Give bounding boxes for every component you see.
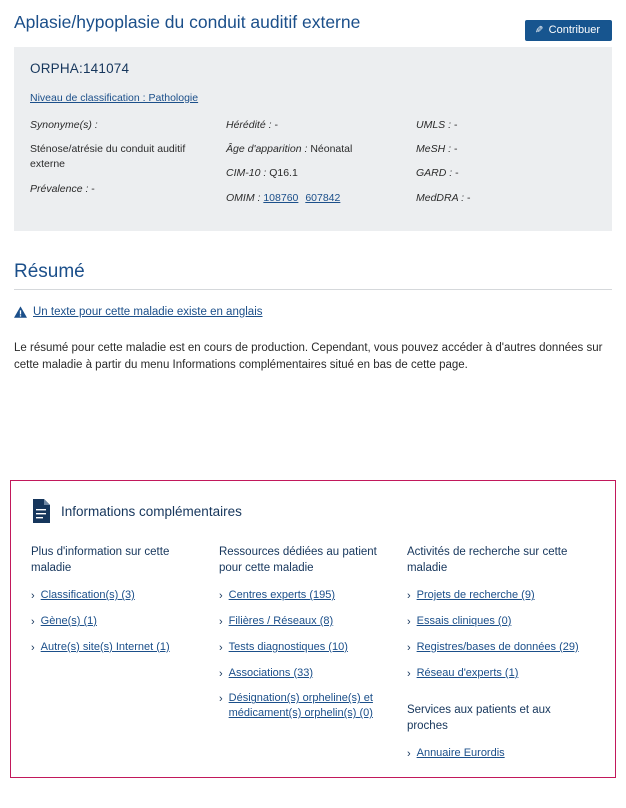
chevron-right-icon: › bbox=[31, 590, 35, 603]
additional-information-header bbox=[31, 499, 595, 523]
omim-link-2[interactable]: 607842 bbox=[305, 191, 341, 204]
additional-information-columns bbox=[31, 545, 595, 772]
meta-value: Néonatal bbox=[310, 143, 353, 156]
metadata-column-3 bbox=[416, 118, 596, 215]
link-label[interactable]: Registres/bases de données (29) bbox=[416, 640, 579, 653]
chevron-right-icon: › bbox=[406, 667, 411, 680]
link-label[interactable]: Désignation(s) orpheline(s) et médicament(s) orphelin(s) (0) bbox=[228, 692, 373, 720]
meta-value: - bbox=[455, 167, 459, 180]
meta-value: Sténose/atrésie du conduit auditif externe bbox=[30, 143, 186, 171]
link-label[interactable]: Réseau d'experts (1) bbox=[416, 666, 519, 679]
link-label[interactable]: Annuaire Eurordis bbox=[416, 747, 505, 760]
link-networks[interactable] bbox=[219, 614, 391, 630]
summary-body: Le résumé pour cette maladie est en cours de production. Cependant, vous pouvez accéder à d'autres données sur cette maladie à partir du menu Informations complémentaires situé en bas de cette page. bbox=[14, 341, 603, 372]
additional-information-title: Informations complémentaires bbox=[61, 503, 242, 519]
chevron-right-icon: › bbox=[406, 748, 411, 761]
meta-value: - bbox=[453, 143, 458, 156]
link-associations[interactable] bbox=[219, 666, 391, 682]
meta-label: MedDRA : bbox=[416, 191, 465, 204]
additional-column-more-info bbox=[31, 545, 219, 772]
meta-row-meddra bbox=[416, 191, 588, 206]
meta-row-gard bbox=[416, 166, 588, 181]
meta-label: OMIM : bbox=[226, 191, 261, 204]
meta-value: - bbox=[453, 119, 458, 131]
meta-label: GARD : bbox=[416, 167, 453, 180]
summary-divider bbox=[14, 289, 612, 290]
column-heading: Ressources dédiées au patient pour cette maladie bbox=[218, 546, 377, 574]
additional-column-research bbox=[407, 545, 595, 772]
meta-row-mesh bbox=[416, 142, 588, 157]
meta-value: - bbox=[274, 119, 278, 131]
link-label[interactable]: Classification(s) (3) bbox=[40, 589, 135, 602]
link-expert-centres[interactable] bbox=[219, 588, 391, 604]
chevron-right-icon: › bbox=[218, 667, 223, 680]
chevron-right-icon: › bbox=[406, 641, 411, 654]
link-label[interactable]: Autre(s) site(s) Internet (1) bbox=[40, 640, 170, 653]
meta-label: Âge d'apparition : bbox=[226, 143, 308, 156]
contribute-button-label: Contribuer bbox=[548, 24, 600, 36]
meta-row-synonym-value bbox=[30, 142, 218, 172]
link-genes[interactable] bbox=[31, 614, 203, 630]
meta-label: Prévalence : bbox=[30, 182, 89, 195]
link-other-websites[interactable] bbox=[31, 640, 203, 656]
link-label[interactable]: Tests diagnostiques (10) bbox=[228, 640, 348, 653]
meta-row-heredity bbox=[226, 118, 408, 133]
link-orphan-designations[interactable] bbox=[219, 691, 391, 721]
meta-row-icd10 bbox=[226, 166, 408, 181]
link-label[interactable]: Centres experts (195) bbox=[228, 589, 336, 602]
chevron-right-icon: › bbox=[31, 641, 35, 654]
omim-link-1[interactable]: 108760 bbox=[263, 191, 299, 204]
english-text-alert[interactable] bbox=[14, 306, 626, 318]
meta-label: Hérédité : bbox=[226, 119, 272, 131]
chevron-right-icon: › bbox=[218, 641, 223, 654]
link-label[interactable]: Essais cliniques (0) bbox=[416, 614, 512, 627]
contribute-button[interactable] bbox=[525, 20, 612, 41]
link-clinical-trials[interactable] bbox=[407, 614, 579, 630]
meta-row-age-of-onset bbox=[226, 142, 408, 157]
english-text-link[interactable]: Un texte pour cette maladie existe en anglais bbox=[33, 305, 263, 318]
summary-heading: Résumé bbox=[14, 260, 85, 282]
link-registries-databases[interactable] bbox=[407, 640, 579, 656]
orpha-code: ORPHA:141074 bbox=[30, 61, 130, 76]
meta-value: - bbox=[466, 191, 471, 204]
meta-label: UMLS : bbox=[416, 119, 452, 131]
link-expert-network[interactable] bbox=[407, 666, 579, 682]
link-diagnostic-tests[interactable] bbox=[219, 640, 391, 656]
link-label[interactable]: Associations (33) bbox=[228, 666, 314, 679]
link-research-projects[interactable] bbox=[407, 588, 579, 604]
meta-label: MeSH : bbox=[416, 143, 452, 156]
disease-info-card bbox=[14, 47, 612, 231]
link-label[interactable]: Projets de recherche (9) bbox=[416, 589, 535, 602]
link-eurordis-directory[interactable] bbox=[407, 746, 579, 762]
chevron-right-icon: › bbox=[406, 590, 411, 603]
meta-label: Synonyme(s) : bbox=[30, 119, 98, 131]
page-header bbox=[0, 0, 626, 39]
meta-value: - bbox=[91, 182, 95, 195]
chevron-right-icon: › bbox=[218, 590, 223, 603]
warning-icon bbox=[14, 306, 27, 318]
metadata-columns bbox=[30, 118, 596, 215]
meta-row-omim bbox=[226, 191, 408, 206]
additional-information-box bbox=[10, 480, 616, 778]
link-label[interactable]: Filières / Réseaux (8) bbox=[228, 614, 334, 627]
meta-value: Q16.1 bbox=[269, 167, 298, 180]
link-classifications[interactable] bbox=[31, 588, 203, 604]
chevron-right-icon: › bbox=[406, 615, 411, 628]
page-title: Aplasie/hypoplasie du conduit auditif externe bbox=[14, 12, 361, 32]
classification-level-link[interactable]: Niveau de classification : Pathologie bbox=[30, 92, 199, 104]
link-label[interactable]: Gène(s) (1) bbox=[40, 614, 97, 627]
pencil-icon: ✎ bbox=[535, 24, 544, 36]
document-icon bbox=[31, 499, 51, 523]
chevron-right-icon: › bbox=[31, 615, 35, 628]
chevron-right-icon: › bbox=[218, 615, 223, 628]
metadata-column-1 bbox=[30, 118, 226, 215]
metadata-column-2 bbox=[226, 118, 416, 215]
chevron-right-icon: › bbox=[218, 693, 223, 706]
meta-row-umls bbox=[416, 118, 588, 133]
additional-column-patient-resources bbox=[219, 545, 407, 772]
meta-row-prevalence bbox=[30, 182, 218, 197]
column-heading: Activités de recherche sur cette maladie bbox=[406, 546, 568, 574]
meta-label: CIM-10 : bbox=[226, 167, 267, 180]
column-heading: Plus d'information sur cette maladie bbox=[31, 546, 170, 574]
column-heading-services: Services aux patients et aux proches bbox=[406, 704, 551, 732]
meta-row-synonyms bbox=[30, 118, 218, 133]
